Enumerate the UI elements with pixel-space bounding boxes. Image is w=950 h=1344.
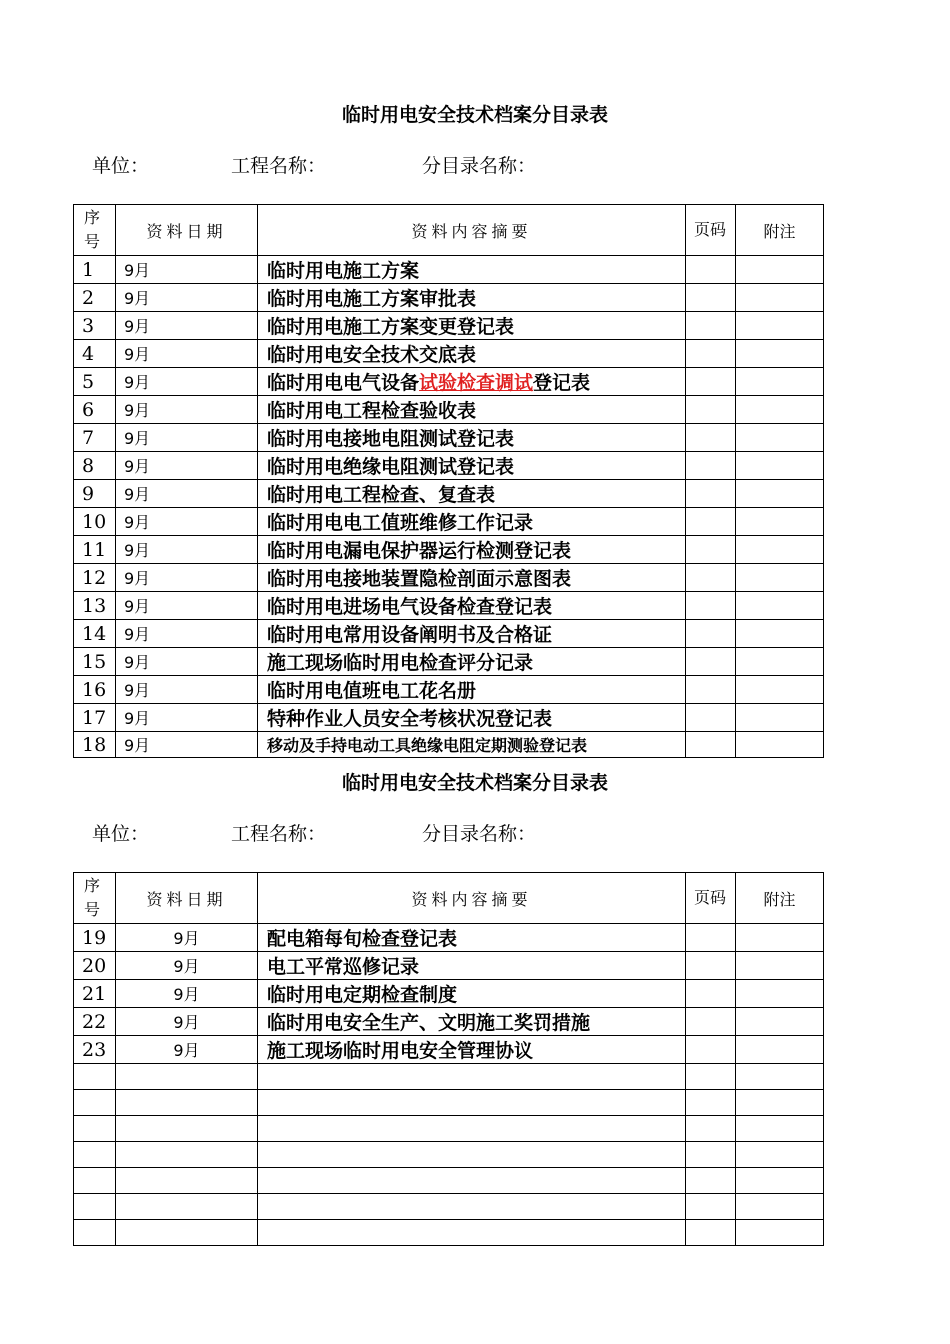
row-page (686, 952, 736, 980)
row-date: 9月 (116, 312, 258, 340)
table-header-row (74, 873, 824, 924)
row-date: 9月 (116, 396, 258, 424)
subdirectory-name-label: 分目录名称： (422, 155, 537, 177)
row-content: 临时用电施工方案审批表 (258, 284, 686, 312)
row-number: 17 (74, 704, 116, 732)
table-row (74, 620, 824, 648)
row-page (686, 592, 736, 620)
row-note (736, 1220, 824, 1246)
row-page (686, 1220, 736, 1246)
row-content: 临时用电进场电气设备检查登记表 (258, 592, 686, 620)
row-date: 9月 (116, 924, 258, 952)
row-content: 临时用电电工值班维修工作记录 (258, 508, 686, 536)
row-note (736, 1008, 824, 1036)
row-note (736, 424, 824, 452)
content-text: 临时用电电气设备 (267, 372, 420, 394)
row-page (686, 1090, 736, 1116)
table-row (74, 564, 824, 592)
row-content (258, 1142, 686, 1168)
row-note (736, 256, 824, 284)
unit-label: 单位： (92, 155, 150, 177)
row-note (736, 480, 824, 508)
row-number: 5 (74, 368, 116, 396)
subdirectory-name-label: 分目录名称： (422, 823, 537, 845)
section1-title: 临时用电安全技术档案分目录表 (341, 104, 608, 126)
row-note (736, 924, 824, 952)
row-date: 9月 (116, 340, 258, 368)
row-date: 9月 (116, 424, 258, 452)
row-note (736, 952, 824, 980)
row-content: 临时用电施工方案变更登记表 (258, 312, 686, 340)
row-date: 9月 (116, 368, 258, 396)
table-row (74, 1194, 824, 1220)
row-number (74, 1194, 116, 1220)
row-content (258, 1116, 686, 1142)
row-date: 9月 (116, 256, 258, 284)
row-page (686, 1064, 736, 1090)
table-row (74, 396, 824, 424)
row-page (686, 1008, 736, 1036)
row-number: 14 (74, 620, 116, 648)
row-content: 临时用电值班电工花名册 (258, 676, 686, 704)
table-row (74, 1036, 824, 1064)
header-page: 页码 (686, 873, 736, 924)
row-number: 20 (74, 952, 116, 980)
row-page (686, 648, 736, 676)
header-note: 附注 (736, 205, 824, 256)
table-row (74, 312, 824, 340)
row-content: 施工现场临时用电检查评分记录 (258, 648, 686, 676)
row-date: 9月 (116, 480, 258, 508)
table-row (74, 704, 824, 732)
row-content (258, 1220, 686, 1246)
row-date: 9月 (116, 508, 258, 536)
row-page (686, 536, 736, 564)
row-page (686, 732, 736, 758)
row-note (736, 1168, 824, 1194)
row-number (74, 1142, 116, 1168)
row-number (74, 1116, 116, 1142)
table-row (74, 340, 824, 368)
row-number: 19 (74, 924, 116, 952)
row-number: 4 (74, 340, 116, 368)
table-row (74, 1168, 824, 1194)
row-date: 9月 (116, 952, 258, 980)
row-content: 临时用电施工方案 (258, 256, 686, 284)
header-num: 序号 (74, 205, 116, 256)
row-page (686, 256, 736, 284)
row-content (258, 368, 686, 396)
row-note (736, 564, 824, 592)
row-date: 9月 (116, 676, 258, 704)
row-note (736, 620, 824, 648)
row-date: 9月 (116, 732, 258, 758)
header-page: 页码 (686, 205, 736, 256)
row-page (686, 924, 736, 952)
table-row (74, 284, 824, 312)
row-note (736, 536, 824, 564)
table-row (74, 1116, 824, 1142)
row-page (686, 1194, 736, 1220)
project-name-label: 工程名称： (231, 155, 327, 177)
row-page (686, 1168, 736, 1194)
row-note (736, 284, 824, 312)
row-content: 临时用电定期检查制度 (258, 980, 686, 1008)
row-content: 临时用电常用设备阐明书及合格证 (258, 620, 686, 648)
row-date: 9月 (116, 704, 258, 732)
row-note (736, 1090, 824, 1116)
row-number: 13 (74, 592, 116, 620)
row-content: 临时用电安全技术交底表 (258, 340, 686, 368)
row-number: 21 (74, 980, 116, 1008)
row-number: 16 (74, 676, 116, 704)
row-content (258, 1168, 686, 1194)
row-note (736, 592, 824, 620)
row-content: 临时用电安全生产、文明施工奖罚措施 (258, 1008, 686, 1036)
row-number (74, 1090, 116, 1116)
section2-table (73, 872, 824, 1246)
row-note (736, 1036, 824, 1064)
row-date: 9月 (116, 536, 258, 564)
row-page (686, 284, 736, 312)
row-number: 3 (74, 312, 116, 340)
row-content: 临时用电工程检查、复查表 (258, 480, 686, 508)
row-number: 2 (74, 284, 116, 312)
table-row (74, 536, 824, 564)
row-date (116, 1168, 258, 1194)
row-content: 施工现场临时用电安全管理协议 (258, 1036, 686, 1064)
row-page (686, 980, 736, 1008)
row-content: 临时用电接地装置隐检剖面示意图表 (258, 564, 686, 592)
row-content (258, 1090, 686, 1116)
row-note (736, 368, 824, 396)
header-date: 资料日期 (116, 873, 258, 924)
row-number: 9 (74, 480, 116, 508)
row-content: 临时用电接地电阻测试登记表 (258, 424, 686, 452)
table-row (74, 480, 824, 508)
row-page (686, 312, 736, 340)
row-number: 23 (74, 1036, 116, 1064)
row-number: 22 (74, 1008, 116, 1036)
row-number: 1 (74, 256, 116, 284)
row-note (736, 452, 824, 480)
section2-title: 临时用电安全技术档案分目录表 (341, 772, 608, 794)
row-date: 9月 (116, 452, 258, 480)
row-content: 临时用电工程检查验收表 (258, 396, 686, 424)
row-note (736, 508, 824, 536)
row-page (686, 1142, 736, 1168)
table-row (74, 952, 824, 980)
row-page (686, 368, 736, 396)
table-row (74, 1090, 824, 1116)
row-note (736, 648, 824, 676)
table-row (74, 1064, 824, 1090)
table-row (74, 676, 824, 704)
row-note (736, 704, 824, 732)
project-name-label: 工程名称： (231, 823, 327, 845)
row-page (686, 480, 736, 508)
table-row (74, 592, 824, 620)
row-note (736, 1194, 824, 1220)
row-note (736, 340, 824, 368)
row-date: 9月 (116, 648, 258, 676)
header-note: 附注 (736, 873, 824, 924)
header-date: 资料日期 (116, 205, 258, 256)
row-note (736, 312, 824, 340)
row-note (736, 732, 824, 758)
row-content: 临时用电绝缘电阻测试登记表 (258, 452, 686, 480)
row-date: 9月 (116, 564, 258, 592)
row-page (686, 676, 736, 704)
row-number: 12 (74, 564, 116, 592)
table-row (74, 1220, 824, 1246)
row-page (686, 564, 736, 592)
row-content: 配电箱每旬检查登记表 (258, 924, 686, 952)
row-content: 移动及手持电动工具绝缘电阻定期测验登记表 (258, 732, 686, 758)
row-date (116, 1194, 258, 1220)
row-page (686, 1116, 736, 1142)
row-date (116, 1064, 258, 1090)
row-note (736, 980, 824, 1008)
table-row (74, 732, 824, 758)
row-number: 6 (74, 396, 116, 424)
row-date (116, 1090, 258, 1116)
table-row (74, 452, 824, 480)
table-row (74, 508, 824, 536)
row-number: 10 (74, 508, 116, 536)
row-number: 18 (74, 732, 116, 758)
row-page (686, 704, 736, 732)
table-row (74, 1142, 824, 1168)
row-date: 9月 (116, 620, 258, 648)
table-row (74, 256, 824, 284)
table-row (74, 924, 824, 952)
section2-table-body (74, 924, 824, 1246)
row-content: 特种作业人员安全考核状况登记表 (258, 704, 686, 732)
section1-table (73, 204, 824, 758)
section1-table-body (74, 256, 824, 758)
row-date: 9月 (116, 980, 258, 1008)
row-date (116, 1116, 258, 1142)
row-date (116, 1220, 258, 1246)
row-number: 15 (74, 648, 116, 676)
row-page (686, 508, 736, 536)
row-content (258, 1064, 686, 1090)
row-page (686, 340, 736, 368)
row-date (116, 1142, 258, 1168)
header-content: 资料内容摘要 (258, 205, 686, 256)
table-row (74, 1008, 824, 1036)
row-page (686, 452, 736, 480)
row-number (74, 1064, 116, 1090)
row-number: 11 (74, 536, 116, 564)
row-page (686, 396, 736, 424)
content-text: 登记表 (533, 372, 591, 394)
row-content: 电工平常巡修记录 (258, 952, 686, 980)
table-header-row (74, 205, 824, 256)
row-date: 9月 (116, 1008, 258, 1036)
table-row (74, 424, 824, 452)
row-note (736, 1142, 824, 1168)
row-note (736, 676, 824, 704)
row-page (686, 620, 736, 648)
row-number: 7 (74, 424, 116, 452)
table-row (74, 368, 824, 396)
row-note (736, 1064, 824, 1090)
row-note (736, 1116, 824, 1142)
row-date: 9月 (116, 284, 258, 312)
row-number: 8 (74, 452, 116, 480)
row-page (686, 1036, 736, 1064)
row-number (74, 1220, 116, 1246)
header-num: 序号 (74, 873, 116, 924)
table-row (74, 980, 824, 1008)
row-page (686, 424, 736, 452)
row-number (74, 1168, 116, 1194)
row-note (736, 396, 824, 424)
highlighted-text: 试验检查调试 (419, 372, 534, 394)
header-content: 资料内容摘要 (258, 873, 686, 924)
unit-label: 单位： (92, 823, 150, 845)
row-content (258, 1194, 686, 1220)
row-content: 临时用电漏电保护器运行检测登记表 (258, 536, 686, 564)
row-date: 9月 (116, 1036, 258, 1064)
row-date: 9月 (116, 592, 258, 620)
table-row (74, 648, 824, 676)
